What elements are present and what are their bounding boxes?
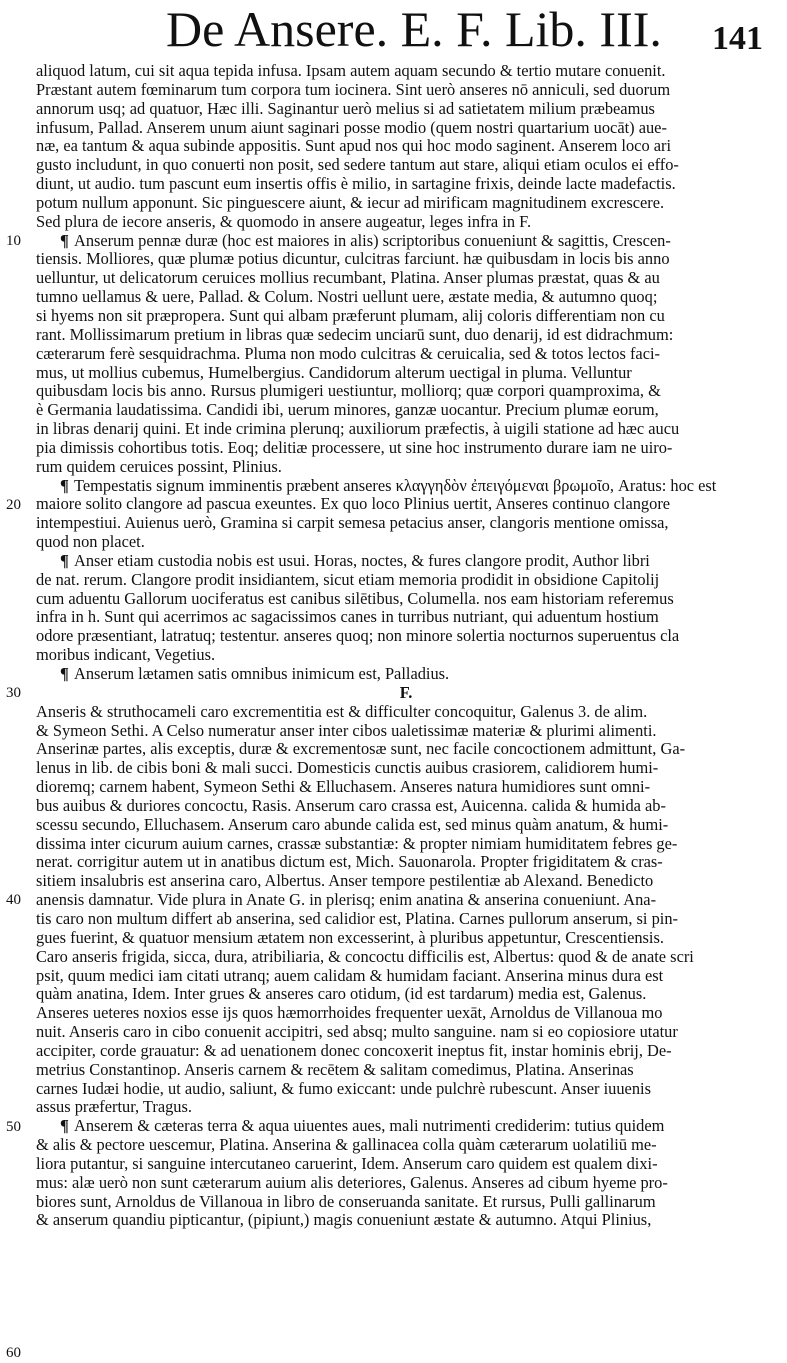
line-text: Anser etiam custodia nobis est usui. Horas, noctes, & fures clangore prodit, Author libri — [74, 550, 650, 570]
line-text: odore præsentiant, latratuq; testentur. anseres quoq; non minore solertia nocturnos superuentus cla — [36, 626, 680, 646]
line-text: Anserem & cæteras terra & aqua uiuentes aues, mali nutrimenti crediderim: tutius quidem — [74, 1116, 665, 1136]
text-line — [36, 477, 776, 496]
line-text: tis caro non multum differt ab anserina, sed calidior est, Platina. Carnes pullorum anserum, si pin- — [36, 908, 678, 928]
text-line — [36, 1117, 776, 1136]
text-line — [36, 740, 776, 759]
line-text: metrius Constantinop. Anseris carnem & recētem & salitam comedimus, Platina. Anserinas — [36, 1059, 634, 1079]
line-text: scessu secundo, Elluchasem. Anserum caro abunde calida est, sed minus quàm anatum, & humi- — [36, 814, 669, 834]
running-title: De Ansere. E. F. Lib. III. — [166, 1, 662, 57]
text-line — [36, 646, 776, 665]
line-text: Anserinæ partes, alis exceptis, duræ & excrementosæ sunt, nec facile concoctionem admittunt, Ga- — [36, 739, 686, 759]
line-text: cæterarum ferè sesquidrachma. Pluma non modo culcitras & ceruicalia, sed & totos lectos faci- — [36, 343, 660, 363]
line-text: è Germania laudatissima. Candidi ibi, uerum minores, ganzæ uocantur. Precium plumæ eorum, — [36, 400, 659, 420]
text-line — [36, 156, 776, 175]
line-text: lenus in lib. de cibis boni & mali succi. Domesticis cunctis auibus crasiorem, calidiorem humi- — [36, 758, 659, 778]
text-line — [36, 401, 776, 420]
line-text: quibusdam locis bis anno. Rursus plumigeri uestiuntur, molliorq; quæ corpori quamproxima, & — [36, 381, 661, 401]
line-text: anensis damnatur. Vide plura in Anate G. in plerisq; enim anatina & anserina conueniunt. Ana- — [36, 890, 657, 910]
text-line — [36, 891, 776, 910]
text-line — [36, 571, 776, 590]
line-text: aliquod latum, cui sit aqua tepida infusa. Ipsam autem aquam secundo & tertio mutare conuenit. — [36, 62, 666, 80]
line-text: Anserum lætamen satis omnibus inimicum est, Palladius. — [74, 664, 450, 683]
line-text: gues fuerint, & quatuor mensium ætatem non excesserint, à pluribus appetuntur, Crescentiensis. — [36, 927, 664, 947]
line-text: & Symeon Sethi. A Celso numeratur anser inter cibos ualetissimæ materiæ & plurimi alimenti. — [36, 720, 657, 740]
text-line — [36, 137, 776, 156]
line-text: Sed plura de iecore anseris, & quomodo in ansere augeatur, leges infra in F. — [36, 211, 532, 231]
text-line — [36, 608, 776, 627]
line-text: de nat. rerum. Clangore prodit insidiantem, sicut etiam memoria prodidit in obsidione Capitolij — [36, 569, 660, 589]
text-block — [36, 62, 776, 1230]
text-line — [36, 1098, 776, 1117]
text-line — [36, 665, 776, 684]
line-text: Anserum pennæ duræ (hoc est maiores in alis) scriptoribus conueniunt & sagittis, Crescen- — [74, 230, 671, 250]
text-line — [36, 62, 776, 81]
text-line — [36, 1042, 776, 1061]
text-line — [36, 835, 776, 854]
text-line — [36, 1061, 776, 1080]
text-line — [36, 816, 776, 835]
page-number: 141 — [712, 20, 763, 57]
line-text: si hyems non sit præpropera. Sunt qui albam præferunt plumam, alij coloris differentiam non cu — [36, 305, 665, 325]
text-line — [36, 269, 776, 288]
text-line — [36, 703, 776, 722]
line-text: F. — [399, 682, 413, 702]
margin-line-number: 60 — [6, 1344, 21, 1361]
text-line — [36, 797, 776, 816]
text-line — [36, 853, 776, 872]
text-line — [36, 684, 776, 703]
text-line — [36, 288, 776, 307]
margin-line-number: 40 — [6, 892, 21, 909]
line-text: nerat. corrigitur autem ut in anatibus dictum est, Mich. Sauonarola. Propter frigiditatem & cras- — [36, 852, 663, 872]
text-line — [36, 1080, 776, 1099]
line-text: assus præfertur, Tragus. — [36, 1097, 192, 1117]
line-text: mus: alæ uerò non sunt cæterarum auium alis deteriores, Galenus. Anseres ad cibum hyeme pro- — [36, 1172, 668, 1192]
text-line — [36, 420, 776, 439]
line-text: accipiter, corde grauatur: & ad uenationem donec concoxerit ineptus fit, instar hominis ebrij, De- — [36, 1040, 672, 1060]
line-text: Præstant autem fœminarum tum corpora tum iocinera. Sint uerò anseres nō anniculi, sed duorum — [36, 79, 671, 99]
text-line — [36, 1136, 776, 1155]
text-line — [36, 1211, 776, 1230]
line-text: tiensis. Molliores, quæ plumæ potius dicuntur, culcitras farciunt. hæ quibusdam in locis bis anno — [36, 249, 670, 269]
line-text: Anseres ueteres noxios esse ijs quos hæmorrhoides frequenter uexāt, Arnoldus de Villanoua mo — [36, 1003, 663, 1023]
line-text: quod non placet. — [36, 532, 145, 552]
line-text: biores sunt, Arnoldus de Villanoua in libro de conseruanda sanitate. Et rursus, Pulli gallinarum — [36, 1191, 656, 1211]
text-line — [36, 1004, 776, 1023]
line-text: psit, quum medici iam citati utranq; auem calidam & humidam faciant. Anserina minus dura est — [36, 965, 664, 985]
text-line — [36, 627, 776, 646]
line-text: liora putantur, si sanguine intercutaneo caruerint, Idem. Anserum caro quidem est qualem dixi- — [36, 1153, 658, 1173]
text-line — [36, 1155, 776, 1174]
line-text: cum aduentu Gallorum uociferatus est canibus silētibus, Columella. nos eam historiam referemus — [36, 588, 674, 608]
line-text: infra in h. Sunt qui acerrimos ac sagacissimos canes in turribus nutriant, qui aduentum hostium — [36, 607, 659, 627]
line-text: intempestiui. Auienus uerò, Gramina si carpit semesa petacius anser, clangoris mentione omissa, — [36, 513, 669, 533]
text-line — [36, 250, 776, 269]
line-text: maiore solito clangore ad pascua exeuntes. Ex quo loco Plinius uertit, Anseres continuo clangore — [36, 494, 671, 514]
text-line — [36, 514, 776, 533]
text-line — [36, 194, 776, 213]
text-line — [36, 1193, 776, 1212]
paragraph-mark: ¶ — [60, 475, 69, 495]
text-line — [36, 458, 776, 477]
line-text: Caro anseris frigida, sicca, dura, atribiliaria, & concoctu difficilis est, Albertus: quod & de anate scri — [36, 946, 694, 966]
line-text: in libras denarij quini. Et inde crimina plerunq; auxiliorum præfectis, à uigili statione ad hæc aucu — [36, 419, 680, 439]
line-text: nuit. Anseris caro in cibo conuenit accipitri, sed absq; multo sanguine. nam si eo copiosiore utatur — [36, 1022, 678, 1042]
text-line — [36, 948, 776, 967]
text-line — [36, 910, 776, 929]
line-text: gusto includunt, in quo conuerti non posit, sed sedere tantum aut stare, aliqui etiam oculos ei effo- — [36, 155, 679, 175]
line-text: pia dimissis cohortibus totis. Eoq; delitiæ processere, ut sine hoc instrumento durare iam ne uiro- — [36, 437, 673, 457]
line-text: diunt, ut audio. tum pascunt eum insertis offis è milio, in sartagine frixis, deinde lacte madefactis. — [36, 174, 676, 194]
text-line — [36, 175, 776, 194]
line-text: Anseris & struthocameli caro excrementitia est & difficulter concoquitur, Galenus 3. de alim. — [36, 701, 648, 721]
text-line — [36, 759, 776, 778]
line-text: næ, ea tantum & aqua subinde appositis. Sunt apud nos qui hoc modo saginent. Anserem loco ari — [36, 136, 672, 156]
text-line — [36, 872, 776, 891]
text-line — [36, 985, 776, 1004]
text-line — [36, 552, 776, 571]
line-text: dioremq; carnem habent, Symeon Sethi & Elluchasem. Anseres natura humidiores sunt omni- — [36, 777, 651, 797]
text-line — [36, 100, 776, 119]
line-text: tumno uellamus & uere, Pallad. & Colum. Nostri uellunt uere, æstate media, & autumno quoq; — [36, 287, 658, 307]
text-line — [36, 929, 776, 948]
line-text: rum quidem ceruices possint, Plinius. — [36, 456, 282, 476]
paragraph-mark: ¶ — [60, 1116, 69, 1136]
line-text: annorum usq; ad quatuor, Hæc illi. Saginantur uerò melius si ad satietatem milium præbeamus — [36, 98, 655, 118]
text-line — [36, 81, 776, 100]
text-line — [36, 382, 776, 401]
line-text: dissima inter cicurum auium carnes, crassæ substantiæ: & propter nimiam humiditatem febres ge- — [36, 833, 678, 853]
margin-line-number: 10 — [6, 232, 21, 249]
text-line — [36, 326, 776, 345]
text-line — [36, 533, 776, 552]
text-line — [36, 213, 776, 232]
text-line — [36, 364, 776, 383]
text-line — [36, 232, 776, 251]
line-text: & alis & pectore uescemur, Platina. Anserina & gallinacea colla quàm cæterarum uolatiliū me- — [36, 1135, 657, 1155]
paragraph-mark: ¶ — [60, 550, 69, 570]
line-text: & anserum quandiu pipticantur, (pipiunt,) magis conueniunt æstate & autumno. Atqui Plinius, — [36, 1210, 652, 1230]
line-text: Tempestatis signum imminentis præbent anseres κλαγγηδὸν ἐπειγόμεναι βρωμοῖο, Aratus: hoc est — [74, 475, 717, 495]
line-text: mus, ut mollius cubemus, Humelbergius. Candidorum alterum uectigal in pluma. Velluntur — [36, 362, 632, 382]
text-line — [36, 590, 776, 609]
text-line — [36, 967, 776, 986]
margin-line-number: 30 — [6, 685, 21, 702]
line-text: quàm anatina, Idem. Inter grues & anseres caro otidum, (id est tardarum) media est, Galenus. — [36, 984, 647, 1004]
page-header — [0, 0, 787, 62]
margin-line-number: 20 — [6, 496, 21, 513]
text-line — [36, 1174, 776, 1193]
line-text: bus auibus & duriores concoctu, Rasis. Anserum caro crassa est, Auicenna. calida & humida ab- — [36, 795, 666, 815]
text-line — [36, 119, 776, 138]
line-text: uelluntur, ut delicatorum ceruices mollius recumbant, Platina. Anser plumas præstat, quas & au — [36, 268, 660, 288]
line-text: carnes Iudæi hodie, ut audio, saliunt, & fumo exiccant: unde pulchrè rubescunt. Anser iuuenis — [36, 1078, 651, 1098]
line-text: sitiem insalubris est anserina caro, Albertus. Anser tempore pestilentiæ ab Alexand. Benedicto — [36, 871, 654, 891]
text-line — [36, 307, 776, 326]
line-text: moribus indicant, Vegetius. — [36, 645, 216, 665]
text-line — [36, 439, 776, 458]
line-text: rant. Mollissimarum pretium in libras quæ sedecim unciarū sunt, duo denarij, id est didrachmum: — [36, 324, 674, 344]
text-line — [36, 1023, 776, 1042]
paragraph-mark: ¶ — [60, 664, 69, 683]
paragraph-mark: ¶ — [60, 230, 69, 250]
text-line — [36, 495, 776, 514]
text-line — [36, 722, 776, 741]
line-text: infusum, Pallad. Anserem unum aiunt saginari posse modio (quem nostri quartarium uocāt) aue- — [36, 117, 667, 137]
margin-line-number: 50 — [6, 1118, 21, 1135]
text-line — [36, 778, 776, 797]
line-text: potum nullum apponunt. Sic pinguescere aiunt, & iecur ad mirificam magnitudinem excrescere. — [36, 192, 665, 212]
text-line — [36, 345, 776, 364]
